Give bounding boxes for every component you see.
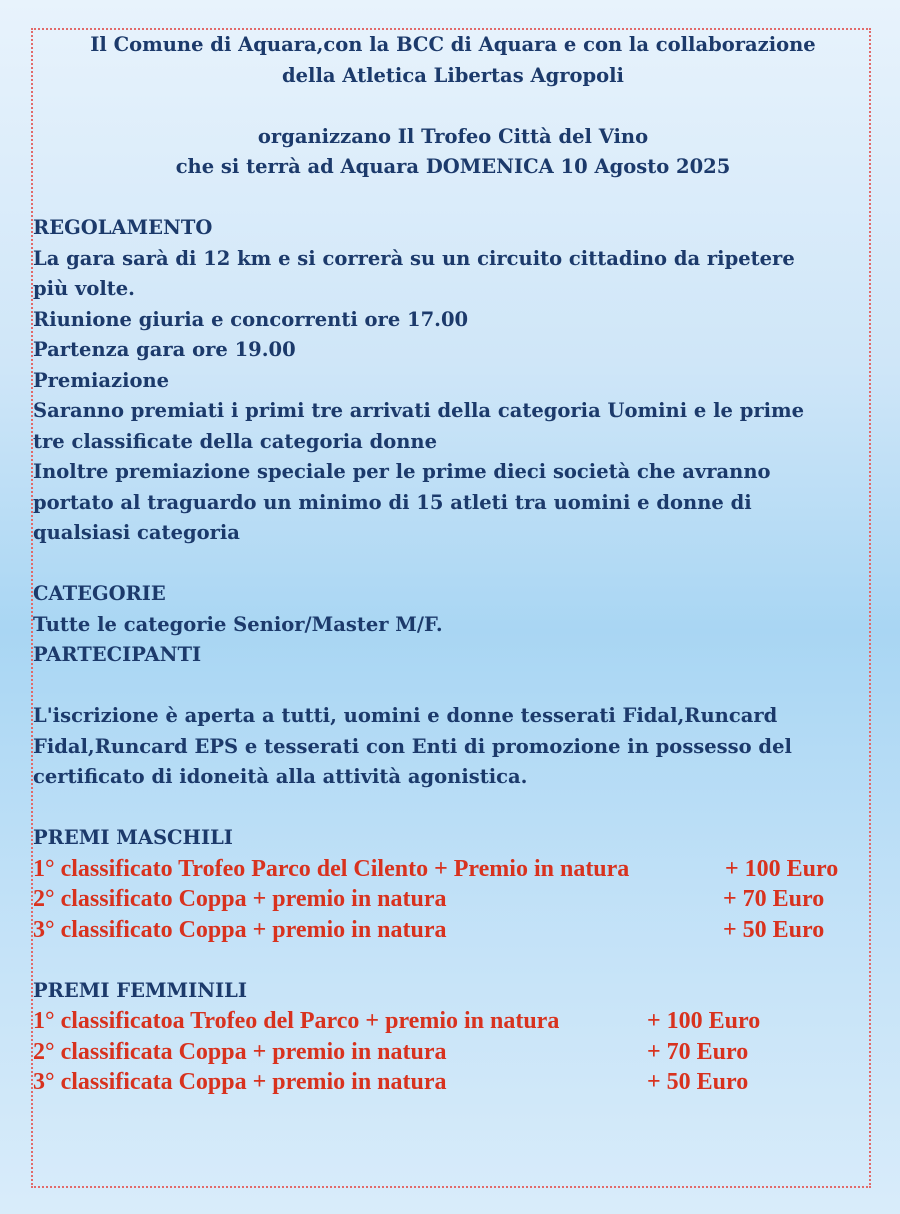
header-line-4: che si terrà ad Aquara DOMENICA 10 Agosto 2025 <box>175 155 731 178</box>
regolamento-line: qualsiasi categoria <box>33 521 240 544</box>
header-line-3: organizzano Il Trofeo Città del Vino <box>257 124 649 148</box>
regolamento-line: Inoltre premiazione speciale per le prime dieci società che avranno <box>33 460 771 483</box>
regolamento-line: Riunione giuria e concorrenti ore 17.00 <box>33 307 469 331</box>
prize-row <box>33 1037 873 1068</box>
partecipanti-title: PARTECIPANTI <box>33 643 202 666</box>
premi-maschili-title: PREMI MASCHILI <box>33 826 233 849</box>
regolamento-title: REGOLAMENTO <box>33 216 213 239</box>
regolamento-line: tre classificate della categoria donne <box>33 429 437 453</box>
partecipanti-line: certificato di idoneità alla attività agonistica. <box>33 765 528 788</box>
prize-description: 2° classificato Coppa + premio in natura <box>33 886 447 912</box>
regolamento-line: Premiazione <box>33 368 170 392</box>
prize-amount: + 100 Euro <box>647 1008 761 1034</box>
partecipanti-line: L'iscrizione è aperta a tutti, uomini e donne tesserati Fidal,Runcard <box>33 704 778 727</box>
regolamento-line: più volte. <box>33 277 135 300</box>
regolamento-line: La gara sarà di 12 km e si correrà su un circuito cittadino da ripetere <box>33 246 795 270</box>
prize-row <box>33 854 873 885</box>
prize-description: 2° classificata Coppa + premio in natura <box>33 1038 447 1065</box>
prize-amount: + 70 Euro <box>723 886 825 912</box>
prize-amount: + 50 Euro <box>647 1069 749 1095</box>
prize-amount: + 70 Euro <box>647 1038 749 1065</box>
announcement <box>33 30 873 1098</box>
prize-description: 3° classificato Coppa + premio in natura <box>33 916 447 943</box>
categorie-text: Tutte le categorie Senior/Master M/F. <box>33 612 443 636</box>
regolamento-line: Saranno premiati i primi tre arrivati della categoria Uomini e le prime <box>33 399 805 422</box>
prize-amount: + 100 Euro <box>725 855 839 882</box>
partecipanti-line: Fidal,Runcard EPS e tesserati con Enti di promozione in possesso del <box>33 734 792 758</box>
prize-row <box>33 884 873 915</box>
prize-row <box>33 1006 873 1037</box>
prize-amount: + 50 Euro <box>723 916 825 943</box>
regolamento-line: portato al traguardo un minimo di 15 atleti tra uomini e donne di <box>33 490 752 514</box>
premi-femminili-title: PREMI FEMMINILI <box>33 978 248 1002</box>
prize-description: 1° classificatoa Trofeo del Parco + premio in natura <box>33 1008 560 1034</box>
prize-row <box>33 915 873 946</box>
categorie-title: CATEGORIE <box>33 582 166 605</box>
prize-row <box>33 1067 873 1098</box>
header-line-2: della Atletica Libertas Agropoli <box>282 63 624 87</box>
prize-description: 3° classificata Coppa + premio in natura <box>33 1069 447 1095</box>
header-line-1: Il Comune di Aquara,con la BCC di Aquara e con la collaborazione <box>90 33 816 56</box>
regolamento-line: Partenza gara ore 19.00 <box>33 338 296 361</box>
prize-description: 1° classificato Trofeo Parco del Cilento + Premio in natura <box>33 855 630 882</box>
